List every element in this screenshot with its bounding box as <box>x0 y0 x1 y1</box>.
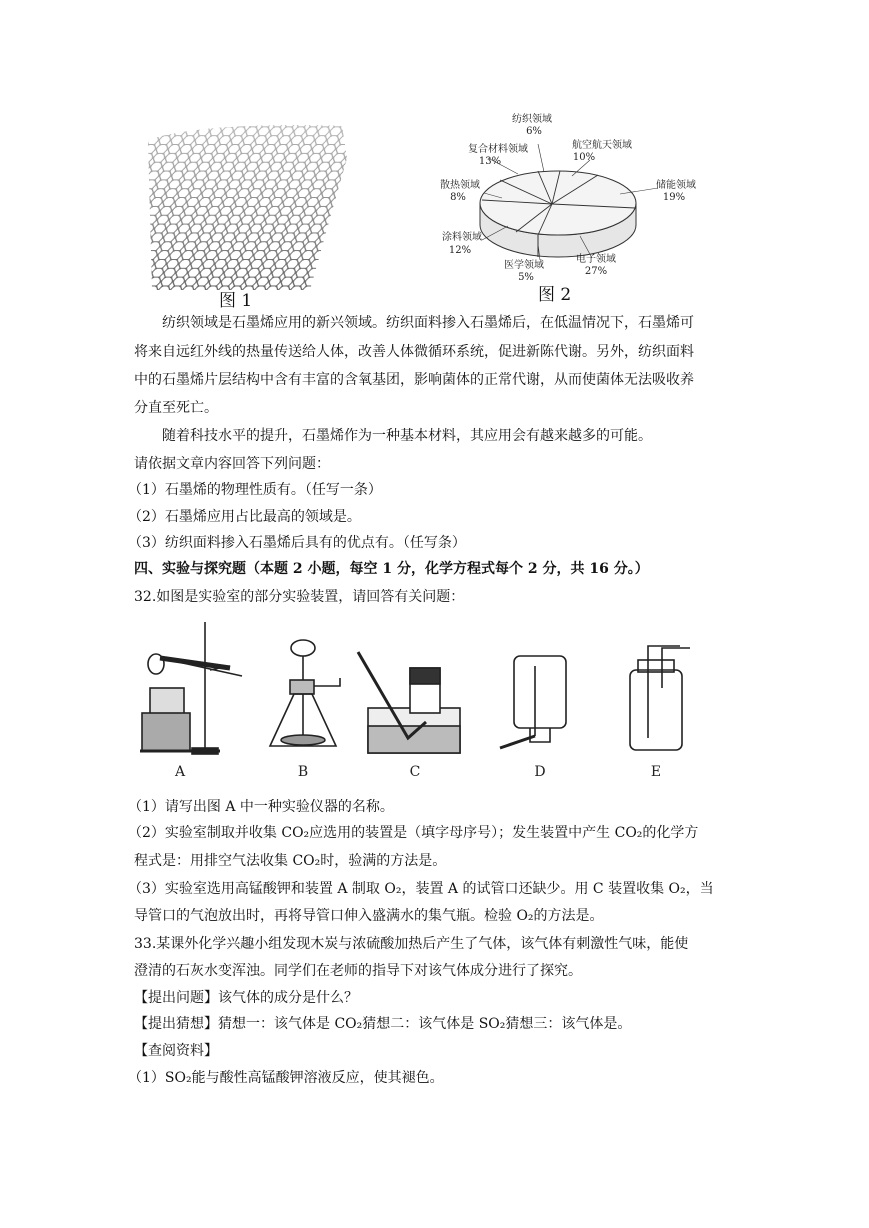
question-32-2-line-1: （2）实验室制取并收集 CO₂应选用的装置是（填字母序号）；发生装置中产生 CO₂的化学方 <box>128 825 699 841</box>
question-32-1: （1）请写出图 A 中一种实验仪器的名称。 <box>128 799 394 815</box>
question-31-1: （1）石墨烯的物理性质有。（任写一条） <box>128 482 382 498</box>
pie-chart-figure <box>420 108 710 303</box>
graphene-lattice-image <box>142 118 352 293</box>
question-prompt: 请依据文章内容回答下列问题： <box>134 456 330 472</box>
pie-label-textile: 纺织领域 <box>512 114 552 125</box>
pie-value-electronics: 27% <box>584 266 608 277</box>
pie-value-aerospace: 10% <box>572 152 596 163</box>
apparatus-label-d: D <box>534 764 546 780</box>
apparatus-label-c: C <box>409 764 421 780</box>
pie-value-energy: 19% <box>662 192 686 203</box>
pie-label-coating: 涂料领域 <box>442 232 482 243</box>
pie-chart <box>420 108 710 303</box>
apparatus-label-e: E <box>650 764 662 780</box>
pie-value-heat: 8% <box>450 192 466 203</box>
paragraph-1-line-4: 分直至死亡。 <box>134 400 218 416</box>
pie-label-medical: 医学领域 <box>504 260 544 271</box>
question-31-2: （2）石墨烯应用占比最高的领域是。 <box>128 509 361 525</box>
apparatus-label-a: A <box>174 764 186 780</box>
pie-label-heat: 散热领域 <box>440 180 480 191</box>
question-32-3-line-2: 导管口的气泡放出时，再将导管口伸入盛满水的集气瓶。检验 O₂的方法是。 <box>134 908 604 924</box>
question-33-intro-line-2: 澄清的石灰水变浑浊。同学们在老师的指导下对该气体成分进行了探究。 <box>134 963 582 979</box>
pie-label-aerospace: 航空航天领域 <box>572 140 632 151</box>
figure-1-caption: 图 1 <box>219 291 253 311</box>
question-32-3-line-1: （3）实验室选用高锰酸钾和装置 A 制取 O₂，装置 A 的试管口还缺少。用 C 装置收集 O₂，当 <box>128 881 714 897</box>
paragraph-1-line-3: 中的石墨烯片层结构中含有丰富的含氧基团，影响菌体的正常代谢，从而使菌体无法吸收养 <box>134 372 694 388</box>
question-33-consult: 【查阅资料】 <box>134 1043 218 1059</box>
question-33-intro-line-1: 33.某课外化学兴趣小组发现木炭与浓硫酸加热后产生了气体，该气体有刺激性气味，能使 <box>134 936 689 952</box>
pie-label-energy: 储能领域 <box>656 180 696 191</box>
pie-label-electronics: 电子领域 <box>576 254 616 265</box>
apparatus-label-b: B <box>297 764 309 780</box>
pie-value-textile: 6% <box>526 126 542 137</box>
pie-value-medical: 5% <box>518 272 534 283</box>
paragraph-1-line-1: 纺织领域是石墨烯应用的新兴领域。纺织面料掺入石墨烯后，在低温情况下，石墨烯可 <box>162 315 694 331</box>
question-32-2-line-2: 程式是：用排空气法收集 CO₂时，验满的方法是。 <box>134 853 447 869</box>
section-4-heading: 四、实验与探究题（本题 2 小题，每空 1 分，化学方程式每个 2 分，共 16 分。） <box>134 561 649 577</box>
paragraph-2: 随着科技水平的提升，石墨烯作为一种基本材料，其应用会有越来越多的可能。 <box>162 428 652 444</box>
question-33-consult-1: （1）SO₂能与酸性高锰酸钾溶液反应，使其褪色。 <box>128 1070 444 1086</box>
pie-value-composite: 13% <box>478 156 502 167</box>
apparatus-diagram <box>130 618 710 786</box>
pie-label-composite: 复合材料领域 <box>468 144 528 155</box>
pie-value-coating: 12% <box>448 245 472 256</box>
apparatus-figure <box>130 618 710 786</box>
question-31-3: （3）纺织面料掺入石墨烯后具有的优点有。（任写条） <box>128 535 466 551</box>
question-33-hypothesis: 【提出猜想】猜想一：该气体是 CO₂猜想二：该气体是 SO₂猜想三：该气体是。 <box>134 1016 632 1032</box>
paragraph-1-line-2: 将来自远红外线的热量传送给人体，改善人体微循环系统，促进新陈代谢。另外，纺织面料 <box>134 344 694 360</box>
question-32-intro: 32.如图是实验室的部分实验装置，请回答有关问题： <box>134 589 465 605</box>
figure-2-caption: 图 2 <box>538 285 572 305</box>
graphene-figure <box>142 118 352 293</box>
question-33-problem: 【提出问题】该气体的成分是什么？ <box>134 990 358 1006</box>
